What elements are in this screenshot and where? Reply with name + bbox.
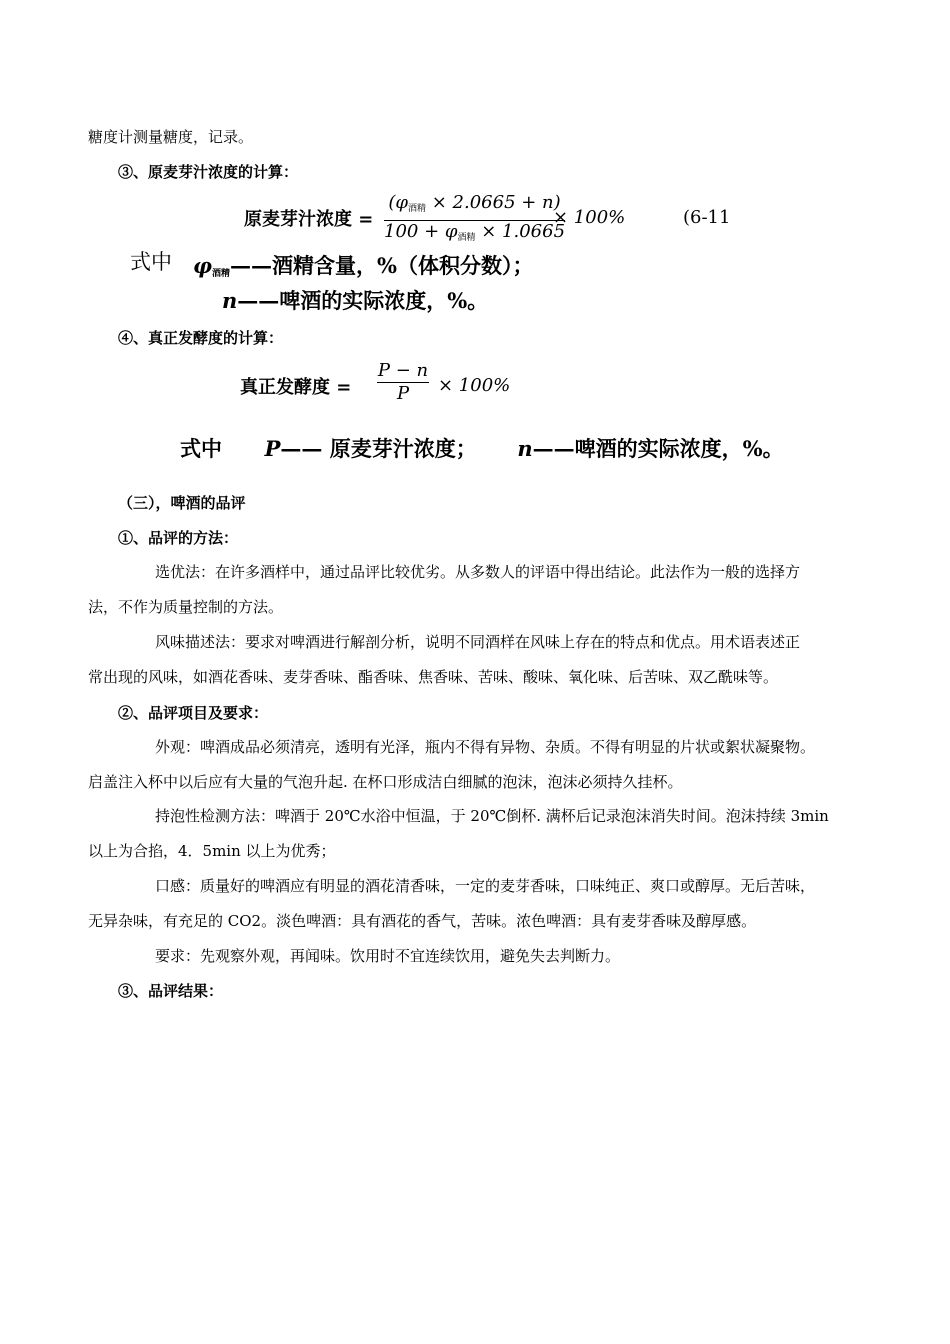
where1-symbol: φ <box>193 253 213 278</box>
equation-number: (6-11 <box>683 207 731 228</box>
den-a: 100 + φ <box>384 221 458 242</box>
where2-symbol: n <box>222 288 238 313</box>
formula2-lhs: 真正发酵度 = <box>240 377 352 398</box>
w2-symbol: n <box>517 436 533 461</box>
den-sub: 酒精 <box>457 233 476 243</box>
paragraph-line: 要求：先观察外观，再闻味。饮用时不宜连续饮用，避免失去判断力。 <box>155 947 621 965</box>
paragraph-line: 选优法：在许多酒样中，通过品评比较优劣。从多数人的评语中得出结论。此法作为一般的选择方 <box>155 563 801 581</box>
where2-text: ——啤酒的实际浓度，%。 <box>237 288 489 313</box>
w2-text: ——啤酒的实际浓度，%。 <box>532 436 784 461</box>
formula2-fraction <box>377 361 429 404</box>
formula2-where <box>180 433 784 463</box>
text-line: 糖度计测量糖度，记录。 <box>88 128 254 146</box>
where-line-1 <box>193 250 533 280</box>
heading-tasting-result: ③、品评结果： <box>118 982 224 1000</box>
w1-symbol: P <box>264 436 281 461</box>
formula-tail: × 100% <box>553 207 626 228</box>
formula-numerator <box>388 193 560 219</box>
heading-tasting-method: ①、品评的方法： <box>118 529 239 547</box>
paragraph-line: 启盖注入杯中以后应有大量的气泡升起. 在杯口形成洁白细腻的泡沫，泡沫必须持久挂杯。 <box>88 773 683 791</box>
heading-real-fermentation: ④、真正发酵度的计算： <box>118 329 284 347</box>
where1-text: ——酒精含量，%（体积分数）； <box>230 253 534 278</box>
formula-lhs: 原麦芽汁浓度 = <box>244 209 374 230</box>
where-label: 式中 <box>130 250 172 274</box>
paragraph-line: 无异杂味，有充足的 CO2。淡色啤酒：具有酒花的香气，苦味。浓色啤酒：具有麦芽香味及醇厚感。 <box>88 912 757 930</box>
paragraph-line: 法，不作为质量控制的方法。 <box>88 598 284 616</box>
paragraph-line: 以上为合掐，4．5min 以上为优秀； <box>88 842 336 860</box>
where-line-2 <box>222 285 488 315</box>
formula2-denominator: P <box>396 383 410 404</box>
where2-label: 式中 <box>180 436 222 461</box>
w1-text: —— 原麦芽汁浓度； <box>280 436 477 461</box>
paragraph-line: 外观：啤酒成品必须清亮，透明有光泽，瓶内不得有异物、杂质。不得有明显的片状或絮状凝聚物。 <box>155 738 816 756</box>
heading-tasting-items: ②、品评项目及要求： <box>118 704 269 722</box>
num-open: (φ <box>388 192 408 213</box>
paragraph-line: 持泡性检测方法：啤酒于 20℃水浴中恒温，于 20℃倒杯. 满杯后记录泡沫消失时间。泡沫持续 3min <box>155 807 829 825</box>
den-rest: × 1.0665 <box>475 221 566 242</box>
num-sub: 酒精 <box>408 204 427 214</box>
paragraph-line: 口感：质量好的啤酒应有明显的酒花清香味，一定的麦芽香味，口味纯正、爽口或醇厚。无后苦味， <box>155 877 816 895</box>
num-rest: × 2.0665 + n) <box>426 192 561 213</box>
paragraph-line: 常出现的风味，如酒花香味、麦芽香味、酯香味、焦香味、苦味、酸味、氧化味、后苦味、双乙酰味等。 <box>88 668 779 686</box>
paragraph-line: 风味描述法：要求对啤酒进行解剖分析，说明不同酒样在风味上存在的特点和优点。用术语表述正 <box>155 633 801 651</box>
section-beer-tasting: （三），啤酒的品评 <box>118 494 246 512</box>
formula2-tail: × 100% <box>438 375 511 396</box>
formula-denominator <box>384 222 565 248</box>
heading-wort-concentration: ③、原麦芽汁浓度的计算： <box>118 163 299 181</box>
where1-sub: 酒精 <box>212 269 231 279</box>
formula-fraction <box>384 193 565 248</box>
formula2-numerator: P − n <box>377 360 429 381</box>
